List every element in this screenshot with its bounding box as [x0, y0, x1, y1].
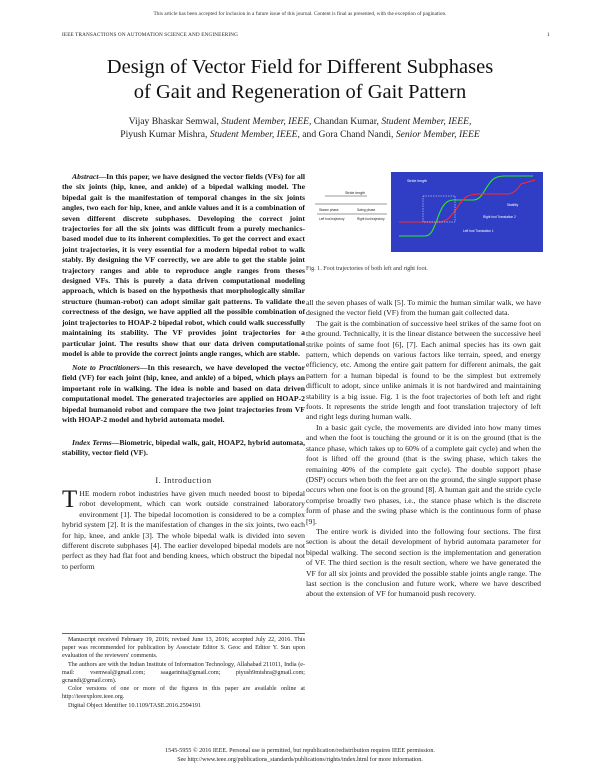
paragraph-gait-cycle: In a basic gait cycle, the movements are divided into how many times and when the foot is touching the ground or it is on the ground (that is the stance phase, which takes up to 60% of a complete gait cycle) and when the foot is lifted off the ground (that is the swing phase, which takes the remaining 40% of the complete gait cycle). The double support phase (DSP) occurs when both the feet are on the ground, the single support phase occurs when one foot is on the ground [8]. A human gait and the stride cycle comprise broadly two phases, i.e., the stance phase which is the discrete form of phase and the swing phase which is the continuous form of phase [9].	[306, 422, 541, 526]
author-3: Piyush Kumar Mishra,	[120, 129, 208, 140]
figure-1-caption: Fig. 1. Foot trajectories of both left and right foot.	[306, 266, 428, 272]
index-terms-text: —Biometric, bipedal walk, gait, HOAP2, hybrid automata, stability, vector field (VF).	[62, 438, 305, 458]
author-list	[40, 115, 560, 141]
author-1: Vijay Bhaskar Semwal,	[128, 116, 219, 127]
footnote-divider	[62, 633, 305, 634]
copyright-line-2: See http://www.ieee.org/publications_standards/publications/rights/index.html for more information.	[177, 756, 423, 763]
label-stability: Stability	[507, 203, 519, 207]
abstract-text: —In this paper, we have designed the vector fields (VFs) for all the six joints (hip, knee, and ankle) of a bipedal walking model. The bipedal gait is the manifestation of temporal changes in the six joints angles, two each for hip, knee, and ankle values and it is a combination of seven different discrete subphases. Developing the correct joint trajectories for all the six joints was difficult from a purely mechanics-based model due to its inherent complexities. To get the correct and exact joint trajectories, it is very essential for a modern bipedal robot to walk stably. By designing the VF correctly, we are able to get the stable joint trajectory ranges and able to reproduce angle ranges from theses designed VFs. This is purely a data driven computational modeling approach, which is based on the hypothesis that morphologically similar structure (human-robot) can adopt similar gait patterns. To validate the correctness of the design, we have applied all the possible combination of joint trajectories to HOAP-2 bipedal robot, which could walk successfully maintaining its stability. The VF provides joint trajectories for a particular joint. The results show that our data driven computational model is able to provide the correct joints angle ranges, which are stable.	[62, 172, 305, 358]
paper-title	[40, 55, 560, 105]
figure-1-foot-trajectories	[307, 170, 544, 254]
label-stride-length: Stride length	[345, 191, 366, 195]
footnote-color: Color versions of one or more of the figures in this paper are available online at http://ieeexplore.ieee.org.	[62, 686, 305, 701]
label-stance-phase: Stance phase	[319, 208, 339, 212]
label-left-translation: Left foot Translation 1	[463, 229, 494, 233]
drop-cap: T	[62, 486, 78, 513]
paragraph-gait: The gait is the combination of successive heel strikes of the same foot on the ground. Technically, it is the linear distance between the successive heel strike points of same foot [6], [7]. Each animal species has its own gait pattern, which depends on various factors like terrain, speed, and energy efficiency, etc. Among the entire gait pattern for different animals, the gait pattern for a human bipedal is found to be the simplest but extremely difficult to adopt, since unlike animals it is not hardwired and maintaining stability is a big issue. Fig. 1 is the foot trajectories of both left and right foots. It represents the stride length and foot translation trajectory of left and right legs during human walk.	[306, 318, 541, 422]
introduction-paragraph	[62, 486, 305, 572]
label-stride-panel: Stride length	[407, 179, 428, 183]
footnote-affiliation: The authors are with the Indian Institute of Information Technology, Allahabad 211011, India (e-mail: vsemwal@gmail.com; saagarinita@gmail.com; piyush9mishra@gmail.com; gcnandi@gmail.com).	[62, 661, 305, 685]
footnote-doi: Digital Object Identifier 10.1109/TASE.2016.2594191	[68, 702, 201, 709]
copyright-line-1: 1545-5955 © 2016 IEEE. Personal use is permitted, but republication/redistribution requires IEEE permission.	[165, 748, 435, 754]
index-terms-label: Index Terms	[72, 438, 112, 447]
paragraph-organization: The entire work is divided into the following four sections. The first section is about the detail development of hybrid automata parameter for bipedal walking. The second section is the implementation and generation of VF. The third section is the result section, where we have generated the VF for all six joints and provided the possible stable joints angle range. The last section is the conclusion and future work, where we have described about the extension of VF for humanoid push recovery.	[306, 526, 541, 599]
page-number: 1	[547, 32, 550, 38]
journal-name: IEEE TRANSACTIONS ON AUTOMATION SCIENCE AND ENGINEERING	[62, 32, 239, 38]
title-line-2: of Gait and Regeneration of Gait Pattern	[133, 81, 467, 103]
index-terms	[62, 438, 305, 459]
author-1-role: Student Member, IEEE,	[221, 116, 312, 127]
label-right-translation: Right foot Translation 2	[483, 215, 516, 219]
copyright-footer	[40, 747, 560, 765]
acceptance-note: This article has been accepted for inclusion in a future issue of this journal. Content is final as presented, with the exception of pagination.	[153, 11, 447, 17]
author-4: and Gora Chand Nandi,	[302, 129, 394, 140]
title-line-1: Design of Vector Field for Different Subphases	[106, 56, 494, 78]
right-column-body	[306, 298, 541, 600]
abstract-label: Abstract	[72, 172, 99, 181]
practitioners-text: —In this research, we have developed the vector field (VF) for each joint (hip, knee, and ankle) of a biped, which plays an important role in walking. The idea is noble and based on data driven computational model. The generated trajectories are applied on HOAP-2 bipedal humanoid robot and compare the two joint trajectories from VF with HOAP-2 model and hybrid automata model.	[62, 363, 305, 425]
author-3-role: Student Member, IEEE,	[209, 129, 300, 140]
footnotes	[62, 636, 305, 710]
abstract	[62, 172, 305, 359]
author-2-role: Student Member, IEEE,	[381, 116, 472, 127]
practitioners-label: Note to Practitioners	[72, 363, 140, 372]
label-left-foot-trajectory: Left foot trajectory	[319, 217, 345, 221]
paragraph-continued: all the seven phases of walk [5]. To mimic the human similar walk, we have designed the vector field (VF) from the human gait collected data.	[306, 298, 541, 318]
figure-plot-panel	[391, 172, 543, 252]
author-4-role: Senior Member, IEEE	[395, 129, 480, 140]
author-2: Chandan Kumar,	[313, 116, 379, 127]
section-heading-introduction: I. Introduction	[155, 476, 212, 485]
label-swing-phase: Swing phase	[357, 208, 376, 212]
label-right-foot-trajectory: Right foot trajectory	[357, 217, 385, 221]
introduction-text: HE modern robot industries have given much needed boost to bipedal robot development, which can work outside constrained laboratory environment [1]. The bipedal locomotion is considered to be a complex hybrid system [2]. It is the manifestation of changes in the six joints, two each for hip, knee, and ankle [3]. The whole bipedal walk is divided into seven different discrete subphases [4]. The earlier developed bipedal models are not perfect as they had flat foot and bending knees, which obstruct the bipedal not to perform	[62, 489, 305, 571]
footnote-manuscript: Manuscript received February 19, 2016; revised June 13, 2016; accepted July 22, 2016. This paper was recommended for publication by Associate Editor S. Geoc and Editor Y. Sun upon evaluation of the reviewers' comments.	[62, 637, 305, 660]
note-to-practitioners	[62, 363, 305, 425]
